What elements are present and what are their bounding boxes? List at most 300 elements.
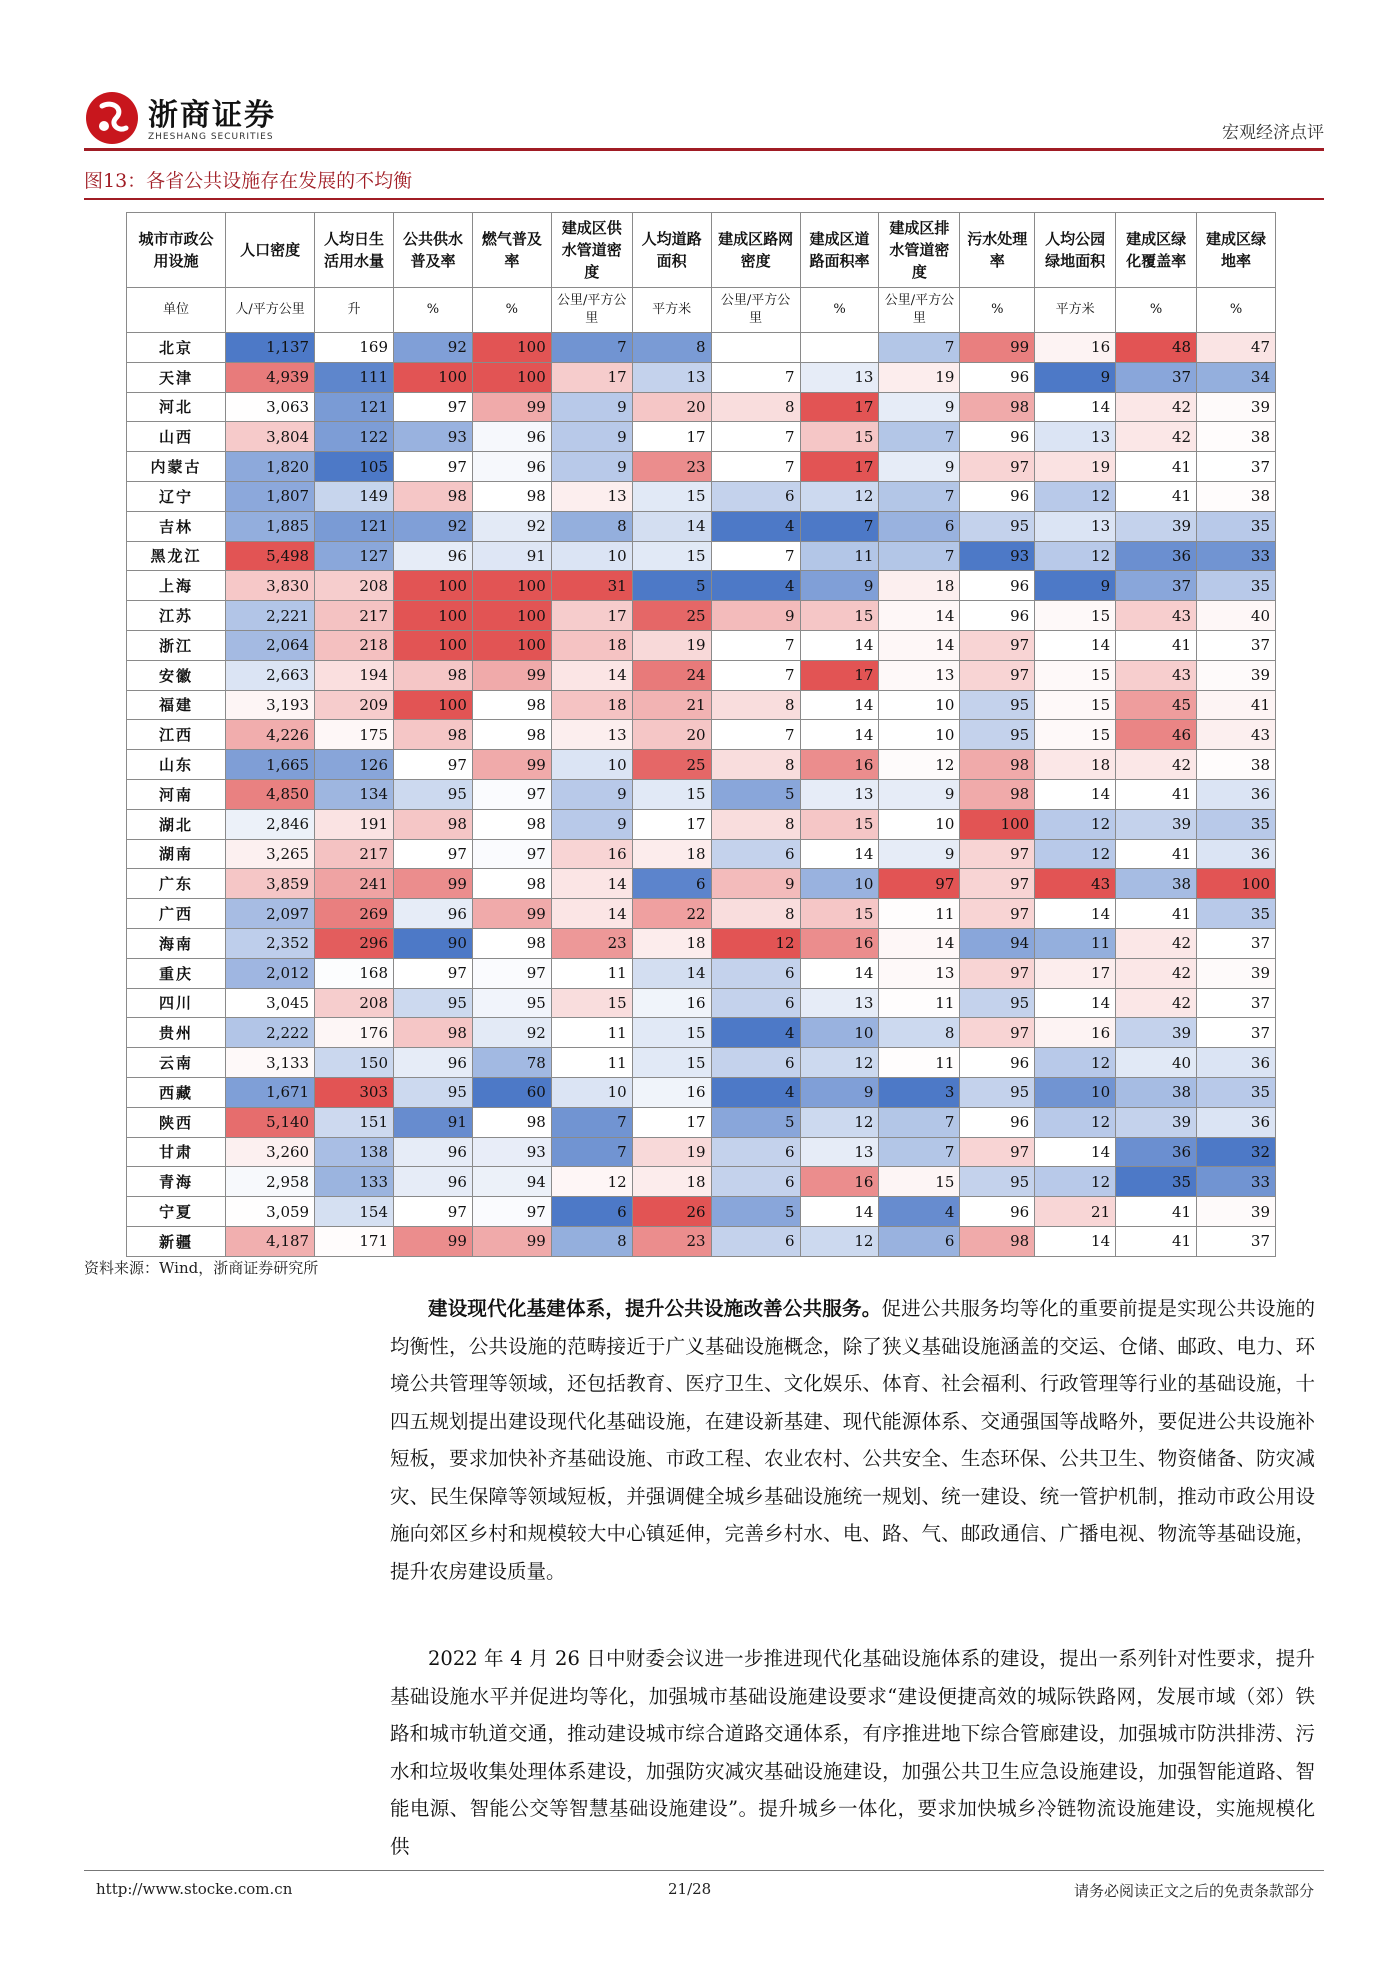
table-cell: 17: [632, 422, 711, 452]
table-cell: 78: [472, 1048, 551, 1078]
logo-english: ZHESHANG SECURITIES: [148, 132, 274, 142]
table-cell: 13: [800, 362, 879, 392]
footer-divider: [84, 1870, 1324, 1871]
table-cell: 13: [1035, 511, 1116, 541]
table-cell: 127: [315, 541, 394, 571]
table-cell: 17: [800, 452, 879, 482]
province-name: 内蒙古: [127, 452, 226, 482]
table-cell: 100: [394, 571, 473, 601]
table-cell: 9: [879, 779, 960, 809]
table-row: [127, 1107, 1276, 1137]
table-cell: 2,846: [226, 809, 315, 839]
table-cell: 90: [394, 928, 473, 958]
table-cell: 17: [632, 809, 711, 839]
table-cell: 3,045: [226, 988, 315, 1018]
table-cell: 121: [315, 511, 394, 541]
table-cell: 6: [711, 839, 800, 869]
table-cell: 3,063: [226, 392, 315, 422]
table-cell: 13: [551, 481, 632, 511]
table-cell: 12: [1035, 481, 1116, 511]
table-cell: 176: [315, 1018, 394, 1048]
province-name: 湖南: [127, 839, 226, 869]
table-cell: 97: [472, 1197, 551, 1227]
table-cell: 4,187: [226, 1226, 315, 1256]
table-row: [127, 541, 1276, 571]
table-cell: 99: [394, 869, 473, 899]
table-cell: 149: [315, 481, 394, 511]
table-cell: 98: [472, 481, 551, 511]
table-cell: 8: [551, 1226, 632, 1256]
table-cell: 92: [394, 333, 473, 363]
table-cell: 97: [394, 958, 473, 988]
table-header-row: [127, 213, 1276, 288]
table-cell: 97: [960, 839, 1035, 869]
table-cell: 7: [551, 1137, 632, 1167]
table-row: [127, 392, 1276, 422]
column-unit: %: [472, 288, 551, 333]
table-cell: 39: [1116, 1018, 1197, 1048]
table-cell: 8: [632, 333, 711, 363]
table-row: [127, 422, 1276, 452]
table-cell: 126: [315, 750, 394, 780]
table-cell: 6: [879, 1226, 960, 1256]
table-cell: 98: [394, 1018, 473, 1048]
column-unit: %: [1116, 288, 1197, 333]
table-cell: 11: [879, 988, 960, 1018]
table-cell: 95: [960, 988, 1035, 1018]
table-cell: 97: [960, 899, 1035, 929]
province-name: 天津: [127, 362, 226, 392]
province-name: 西藏: [127, 1077, 226, 1107]
table-cell: 96: [394, 1167, 473, 1197]
table-cell: 43: [1116, 660, 1197, 690]
table-cell: 3,804: [226, 422, 315, 452]
table-cell: 122: [315, 422, 394, 452]
table-cell: 100: [960, 809, 1035, 839]
table-cell: 23: [551, 928, 632, 958]
table-cell: 100: [472, 571, 551, 601]
table-cell: 18: [1035, 750, 1116, 780]
table-cell: 14: [879, 928, 960, 958]
table-cell: 46: [1116, 720, 1197, 750]
table-cell: 97: [960, 1018, 1035, 1048]
province-name: 山东: [127, 750, 226, 780]
table-unit-row: [127, 288, 1276, 333]
table-row: [127, 1167, 1276, 1197]
table-cell: 97: [394, 839, 473, 869]
province-name: 广东: [127, 869, 226, 899]
table-cell: 16: [800, 928, 879, 958]
table-row: [127, 869, 1276, 899]
table-cell: 13: [1035, 422, 1116, 452]
province-name: 北京: [127, 333, 226, 363]
table-cell: 95: [960, 690, 1035, 720]
table-cell: 14: [632, 958, 711, 988]
table-cell: 208: [315, 571, 394, 601]
logo-text: 浙商证券: [148, 98, 276, 133]
table-cell: 41: [1116, 481, 1197, 511]
province-name: 青海: [127, 1167, 226, 1197]
province-name: 甘肃: [127, 1137, 226, 1167]
table-cell: 7: [711, 362, 800, 392]
table-cell: 35: [1116, 1167, 1197, 1197]
table-cell: 18: [632, 1167, 711, 1197]
table-cell: 99: [472, 660, 551, 690]
table-row: [127, 750, 1276, 780]
table-cell: 2,097: [226, 899, 315, 929]
table-cell: 303: [315, 1077, 394, 1107]
table-cell: 96: [960, 481, 1035, 511]
column-unit: 公里/平方公里: [879, 288, 960, 333]
table-cell: 98: [472, 1107, 551, 1137]
table-cell: 39: [1197, 660, 1276, 690]
table-row: [127, 630, 1276, 660]
table-cell: 1,665: [226, 750, 315, 780]
table-cell: 98: [960, 750, 1035, 780]
column-unit: %: [394, 288, 473, 333]
table-cell: [711, 333, 800, 363]
table-cell: 9: [1035, 362, 1116, 392]
table-cell: 14: [1035, 392, 1116, 422]
table-cell: 2,352: [226, 928, 315, 958]
table-cell: 4: [711, 1018, 800, 1048]
table-row: [127, 839, 1276, 869]
table-cell: 12: [1035, 1048, 1116, 1078]
table-row: [127, 333, 1276, 363]
table-cell: 96: [472, 422, 551, 452]
column-unit: 单位: [127, 288, 226, 333]
table-cell: 94: [472, 1167, 551, 1197]
table-row: [127, 720, 1276, 750]
column-unit: 公里/平方公里: [711, 288, 800, 333]
table-cell: 17: [551, 362, 632, 392]
table-cell: 42: [1116, 750, 1197, 780]
province-name: 宁夏: [127, 1197, 226, 1227]
table-cell: 14: [800, 630, 879, 660]
table-cell: 37: [1197, 630, 1276, 660]
table-cell: 6: [711, 1226, 800, 1256]
table-cell: 97: [960, 452, 1035, 482]
province-name: 重庆: [127, 958, 226, 988]
table-cell: 10: [879, 809, 960, 839]
table-cell: 97: [472, 779, 551, 809]
table-cell: 17: [1035, 958, 1116, 988]
table-cell: 13: [800, 1137, 879, 1167]
table-cell: 1,671: [226, 1077, 315, 1107]
table-row: [127, 481, 1276, 511]
table-cell: 7: [711, 660, 800, 690]
table-cell: 14: [1035, 1226, 1116, 1256]
table-cell: 14: [1035, 899, 1116, 929]
province-name: 江西: [127, 720, 226, 750]
table-cell: 92: [472, 511, 551, 541]
table-cell: 191: [315, 809, 394, 839]
table-cell: 14: [1035, 988, 1116, 1018]
table-cell: 7: [879, 1137, 960, 1167]
table-row: [127, 362, 1276, 392]
table-row: [127, 511, 1276, 541]
table-cell: 21: [632, 690, 711, 720]
column-header: 建成区供水管道密度: [551, 213, 632, 288]
table-cell: 12: [551, 1167, 632, 1197]
column-header: 人口密度: [226, 213, 315, 288]
table-cell: 14: [879, 630, 960, 660]
table-cell: 9: [551, 452, 632, 482]
table-cell: 2,663: [226, 660, 315, 690]
table-cell: 6: [879, 511, 960, 541]
table-row: [127, 601, 1276, 631]
table-cell: 11: [879, 1048, 960, 1078]
table-cell: 209: [315, 690, 394, 720]
table-cell: 4: [711, 571, 800, 601]
table-cell: 10: [879, 690, 960, 720]
column-unit: %: [1197, 288, 1276, 333]
table-cell: 134: [315, 779, 394, 809]
table-cell: 3,133: [226, 1048, 315, 1078]
table-cell: 4: [879, 1197, 960, 1227]
table-cell: 10: [800, 869, 879, 899]
table-cell: 10: [551, 541, 632, 571]
table-cell: 133: [315, 1167, 394, 1197]
table-cell: 36: [1197, 1107, 1276, 1137]
table-row: [127, 1048, 1276, 1078]
table-cell: 175: [315, 720, 394, 750]
column-header: 污水处理率: [960, 213, 1035, 288]
table-cell: 99: [472, 1226, 551, 1256]
table-cell: 96: [960, 601, 1035, 631]
table-cell: 92: [472, 1018, 551, 1048]
table-cell: 169: [315, 333, 394, 363]
table-cell: 3,059: [226, 1197, 315, 1227]
header-divider: [84, 148, 1324, 151]
column-header: 公共供水普及率: [394, 213, 473, 288]
table-cell: 2,221: [226, 601, 315, 631]
table-cell: 33: [1197, 1167, 1276, 1197]
table-cell: 7: [711, 541, 800, 571]
table-cell: 37: [1116, 362, 1197, 392]
table-cell: 41: [1116, 899, 1197, 929]
table-cell: 100: [1197, 869, 1276, 899]
table-cell: 37: [1116, 571, 1197, 601]
table-cell: 8: [879, 1018, 960, 1048]
table-cell: 97: [960, 869, 1035, 899]
table-cell: 95: [394, 988, 473, 1018]
table-cell: 95: [960, 720, 1035, 750]
table-cell: 42: [1116, 928, 1197, 958]
table-cell: 105: [315, 452, 394, 482]
table-cell: 14: [551, 869, 632, 899]
table-cell: 6: [711, 1137, 800, 1167]
table-cell: 11: [1035, 928, 1116, 958]
table-cell: 12: [1035, 809, 1116, 839]
table-cell: 13: [551, 720, 632, 750]
table-cell: 37: [1197, 1018, 1276, 1048]
table-cell: 100: [472, 630, 551, 660]
table-cell: 99: [472, 750, 551, 780]
table-cell: 19: [632, 1137, 711, 1167]
table-cell: 18: [632, 928, 711, 958]
table-cell: 97: [960, 630, 1035, 660]
province-name: 山西: [127, 422, 226, 452]
table-cell: 11: [551, 1018, 632, 1048]
table-cell: 41: [1116, 1226, 1197, 1256]
table-cell: 217: [315, 601, 394, 631]
table-cell: 100: [472, 362, 551, 392]
table-cell: 13: [800, 988, 879, 1018]
table-cell: 14: [800, 690, 879, 720]
table-cell: 38: [1116, 1077, 1197, 1107]
table-cell: 12: [800, 1226, 879, 1256]
table-cell: 95: [394, 779, 473, 809]
column-header: 人均日生活用水量: [315, 213, 394, 288]
table-cell: 97: [960, 660, 1035, 690]
table-cell: 15: [1035, 660, 1116, 690]
table-cell: 96: [960, 1048, 1035, 1078]
table-cell: 7: [711, 720, 800, 750]
table-cell: 1,885: [226, 511, 315, 541]
table-cell: 96: [960, 422, 1035, 452]
table-cell: 97: [394, 452, 473, 482]
table-row: [127, 571, 1276, 601]
table-cell: 36: [1116, 541, 1197, 571]
table-cell: 12: [1035, 541, 1116, 571]
table-cell: 17: [800, 660, 879, 690]
table-cell: 3,859: [226, 869, 315, 899]
table-cell: 18: [551, 630, 632, 660]
footer-url[interactable]: http://www.stocke.com.cn: [96, 1880, 293, 1898]
table-cell: 151: [315, 1107, 394, 1137]
table-cell: 98: [960, 1226, 1035, 1256]
province-name: 吉林: [127, 511, 226, 541]
table-cell: 39: [1197, 392, 1276, 422]
column-unit: %: [800, 288, 879, 333]
column-header: 人均道路面积: [632, 213, 711, 288]
table-cell: 5: [711, 1197, 800, 1227]
table-cell: 41: [1116, 452, 1197, 482]
table-cell: 2,012: [226, 958, 315, 988]
table-cell: 11: [879, 899, 960, 929]
table-row: [127, 690, 1276, 720]
table-cell: 16: [551, 839, 632, 869]
province-name: 海南: [127, 928, 226, 958]
table-cell: 8: [711, 750, 800, 780]
table-cell: 98: [394, 720, 473, 750]
table-cell: 19: [632, 630, 711, 660]
table-cell: 7: [711, 630, 800, 660]
table-cell: 4,850: [226, 779, 315, 809]
table-row: [127, 779, 1276, 809]
table-cell: 15: [800, 809, 879, 839]
table-cell: 7: [879, 481, 960, 511]
table-cell: 9: [879, 839, 960, 869]
province-name: 安徽: [127, 660, 226, 690]
table-cell: 42: [1116, 392, 1197, 422]
figure-divider: [84, 198, 1324, 200]
table-cell: 100: [394, 630, 473, 660]
table-cell: 13: [800, 779, 879, 809]
table-cell: 5,498: [226, 541, 315, 571]
table-cell: 16: [632, 988, 711, 1018]
province-name: 上海: [127, 571, 226, 601]
table-cell: 12: [1035, 1167, 1116, 1197]
table-cell: 43: [1116, 601, 1197, 631]
table-cell: 15: [879, 1167, 960, 1197]
table-row: [127, 1137, 1276, 1167]
table-cell: 36: [1197, 779, 1276, 809]
table-cell: 22: [632, 899, 711, 929]
table-cell: 4: [711, 511, 800, 541]
table-cell: 23: [632, 1226, 711, 1256]
page-number: 21/28: [668, 1880, 712, 1898]
table-cell: 20: [632, 392, 711, 422]
table-cell: 96: [394, 1048, 473, 1078]
table-cell: 194: [315, 660, 394, 690]
table-row: [127, 1226, 1276, 1256]
table-cell: 95: [960, 1167, 1035, 1197]
table-cell: 3,193: [226, 690, 315, 720]
table-cell: 16: [800, 1167, 879, 1197]
table-cell: 98: [472, 869, 551, 899]
table-cell: 17: [632, 1107, 711, 1137]
table-cell: 100: [472, 333, 551, 363]
province-name: 黑龙江: [127, 541, 226, 571]
table-cell: 12: [711, 928, 800, 958]
table-cell: 24: [632, 660, 711, 690]
table-cell: 39: [1116, 511, 1197, 541]
table-row: [127, 1077, 1276, 1107]
table-cell: 12: [800, 1107, 879, 1137]
table-cell: 95: [472, 988, 551, 1018]
table-cell: 8: [711, 809, 800, 839]
table-cell: 39: [1197, 958, 1276, 988]
table-cell: 11: [551, 958, 632, 988]
table-cell: 21: [1035, 1197, 1116, 1227]
table-cell: 100: [394, 601, 473, 631]
footer-disclaimer: 请务必阅读正文之后的免责条款部分: [1073, 1882, 1314, 1900]
table-cell: 5,140: [226, 1107, 315, 1137]
table-cell: 3: [879, 1077, 960, 1107]
column-unit: 公里/平方公里: [551, 288, 632, 333]
table-cell: 12: [800, 1048, 879, 1078]
table-cell: 1,807: [226, 481, 315, 511]
table-cell: 99: [394, 1226, 473, 1256]
table-cell: 18: [551, 690, 632, 720]
table-cell: 4,226: [226, 720, 315, 750]
table-cell: 95: [960, 1077, 1035, 1107]
table-cell: 296: [315, 928, 394, 958]
table-cell: 97: [472, 839, 551, 869]
table-cell: 15: [800, 422, 879, 452]
table-cell: 26: [632, 1197, 711, 1227]
table-cell: 1,820: [226, 452, 315, 482]
section-label: 宏观经济点评: [1222, 123, 1324, 143]
column-header: 人均公园绿地面积: [1035, 213, 1116, 288]
table-cell: 19: [879, 362, 960, 392]
table-cell: 15: [551, 988, 632, 1018]
table-cell: 7: [551, 1107, 632, 1137]
table-cell: 16: [800, 750, 879, 780]
table-cell: 41: [1116, 630, 1197, 660]
table-cell: 43: [1035, 869, 1116, 899]
table-row: [127, 1018, 1276, 1048]
province-name: 福建: [127, 690, 226, 720]
table-cell: 42: [1116, 958, 1197, 988]
table-cell: 14: [551, 899, 632, 929]
column-unit: 人/平方公里: [226, 288, 315, 333]
column-header: 建成区绿化覆盖率: [1116, 213, 1197, 288]
table-cell: 40: [1197, 601, 1276, 631]
table-cell: 10: [551, 1077, 632, 1107]
